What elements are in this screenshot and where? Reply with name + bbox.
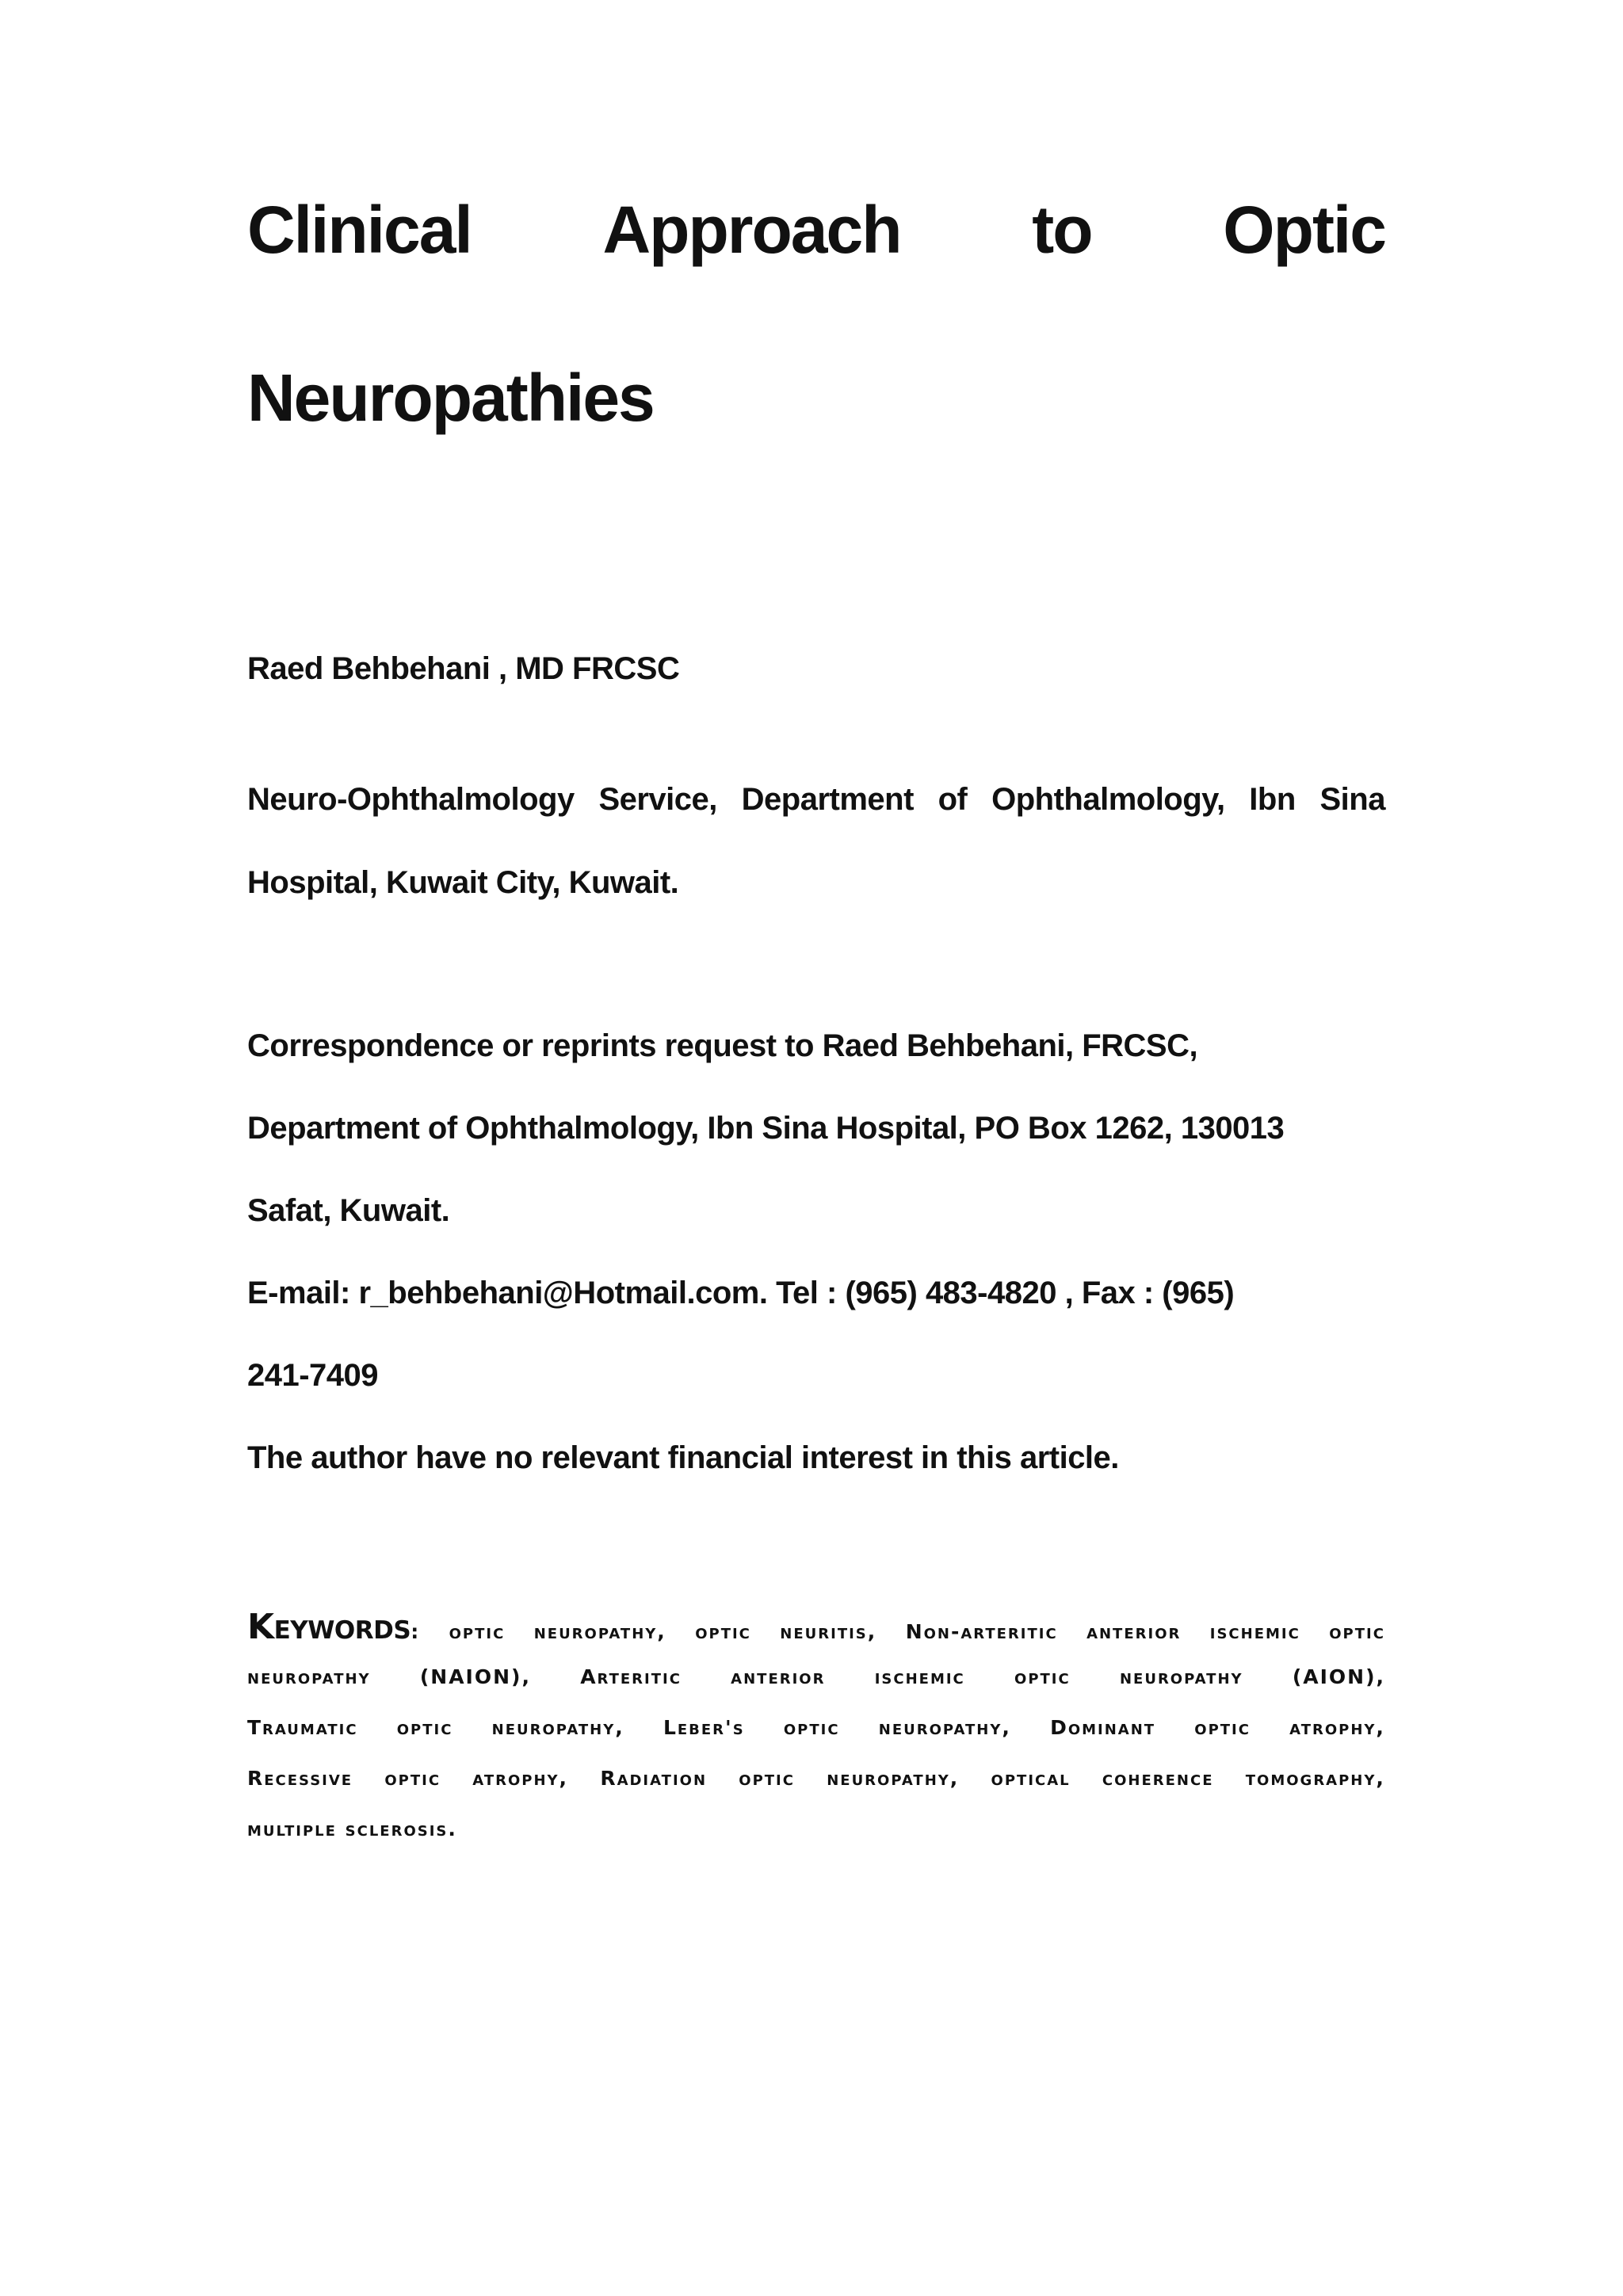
keywords-line-2 xyxy=(247,1665,1385,1688)
title-word: to xyxy=(1032,193,1092,267)
keyword-word: anterior xyxy=(731,1665,826,1688)
correspondence-line: Department of Ophthalmology, Ibn Sina Hospital, PO Box 1262, 130013 xyxy=(247,1111,1285,1146)
keyword-word: Leber's xyxy=(663,1716,745,1739)
contact-line: E-mail: r_behbehani@Hotmail.com. Tel : (965) 483-4820 , Fax : (965) xyxy=(247,1276,1235,1310)
keywords-label-group xyxy=(247,1607,420,1647)
keyword-word: multiple sclerosis. xyxy=(247,1817,457,1840)
paper-title-line-2: Neuropathies xyxy=(247,360,654,435)
keyword-word: atrophy, xyxy=(1289,1716,1385,1739)
keyword-word: optical xyxy=(991,1767,1071,1790)
keyword-word: ischemic xyxy=(874,1665,965,1688)
affiliation-word: Department xyxy=(741,782,914,817)
keyword-word: optic xyxy=(1329,1620,1385,1643)
correspondence-line: Correspondence or reprints request to Raed Behbehani, FRCSC, xyxy=(247,1028,1198,1063)
keyword-word: coherence xyxy=(1102,1767,1214,1790)
keywords-colon: : xyxy=(411,1620,421,1643)
keywords-label: Keywords xyxy=(247,1607,411,1647)
keyword-word: optic xyxy=(396,1716,453,1739)
keywords-line-4 xyxy=(247,1767,1385,1790)
keyword-word: neuropathy xyxy=(1119,1665,1243,1688)
affiliation-word: Neuro-Ophthalmology xyxy=(247,782,575,817)
keyword-word: neuropathy, xyxy=(878,1716,1011,1739)
keyword-word: neuropathy, xyxy=(491,1716,624,1739)
title-word: Approach xyxy=(602,193,901,267)
keyword-word: (NAION), xyxy=(419,1665,531,1688)
keyword-word: Radiation xyxy=(600,1767,708,1790)
keyword-word: neuropathy xyxy=(247,1665,371,1688)
keywords-line-1 xyxy=(247,1607,1385,1647)
correspondence-line: Safat, Kuwait. xyxy=(247,1193,450,1228)
keywords-line-3 xyxy=(247,1716,1385,1739)
keyword-word: neuritis, xyxy=(780,1620,877,1643)
financial-disclosure: The author have no relevant financial interest in this article. xyxy=(247,1440,1119,1475)
keyword-word: optic xyxy=(449,1620,506,1643)
keyword-word: neuropathy, xyxy=(533,1620,666,1643)
title-word: Clinical xyxy=(247,193,472,267)
affiliation-line-2: Hospital, Kuwait City, Kuwait. xyxy=(247,865,679,900)
contact-line: 241-7409 xyxy=(247,1358,379,1393)
keyword-word: Traumatic xyxy=(247,1716,358,1739)
keyword-word: optic xyxy=(384,1767,441,1790)
affiliation-word: Ophthalmology, xyxy=(991,782,1225,817)
affiliation-word: Service, xyxy=(598,782,717,817)
keyword-word: tomography, xyxy=(1245,1767,1385,1790)
affiliation-line-1 xyxy=(247,782,1385,818)
affiliation-word: Sina xyxy=(1319,782,1385,817)
keyword-word: optic xyxy=(1194,1716,1251,1739)
keyword-word: optic xyxy=(1014,1665,1071,1688)
affiliation-word: of xyxy=(938,782,968,817)
keyword-word: ischemic xyxy=(1209,1620,1300,1643)
keyword-word: anterior xyxy=(1086,1620,1182,1643)
keyword-word: Arteritic xyxy=(580,1665,682,1688)
keyword-word: atrophy, xyxy=(472,1767,569,1790)
author-name: Raed Behbehani , MD FRCSC xyxy=(247,651,680,686)
keyword-word: neuropathy, xyxy=(827,1767,960,1790)
keyword-word: Dominant xyxy=(1050,1716,1156,1739)
keyword-word: Non-arteritic xyxy=(905,1620,1058,1643)
keywords-line-5 xyxy=(247,1817,1385,1840)
keyword-word: optic xyxy=(783,1716,840,1739)
affiliation-word: Ibn xyxy=(1249,782,1296,817)
keyword-word: Recessive xyxy=(247,1767,353,1790)
keyword-word: optic xyxy=(739,1767,795,1790)
title-word: Optic xyxy=(1223,193,1385,267)
keyword-word: (AION), xyxy=(1292,1665,1385,1688)
keyword-word: optic xyxy=(695,1620,751,1643)
paper-title-line-1 xyxy=(247,193,1385,267)
